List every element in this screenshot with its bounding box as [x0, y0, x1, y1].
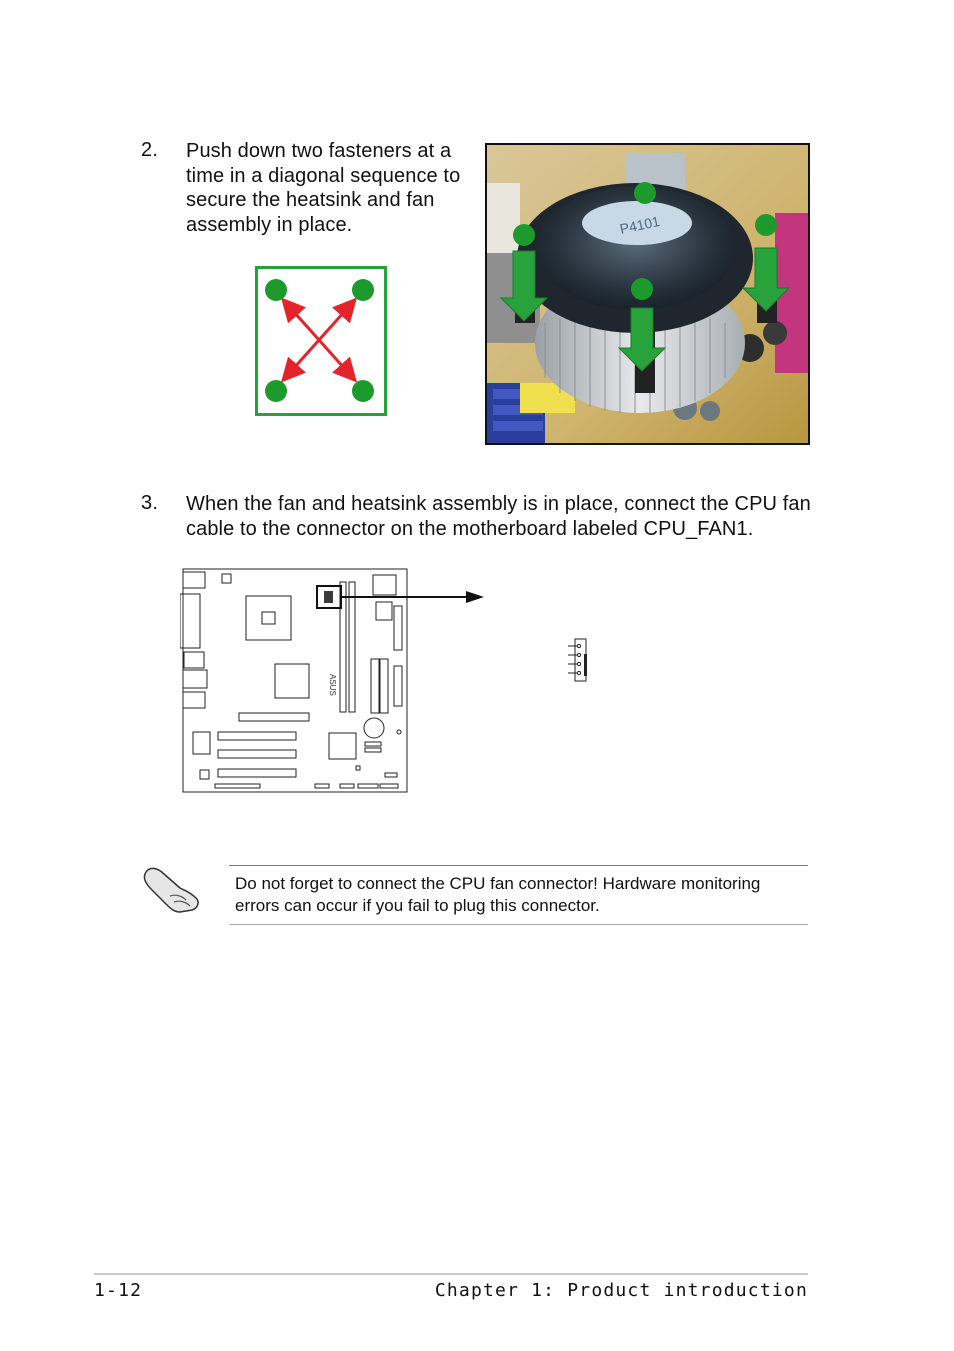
note-text: Do not forget to connect the CPU fan connector! Hardware monitoring errors can occur if you fail to plug this connector.: [235, 874, 761, 915]
northbridge-chip: [275, 664, 309, 698]
fastener-dot-top-right: [352, 279, 374, 301]
hand-note-icon: [140, 860, 204, 916]
page-number: 1-12: [94, 1280, 143, 1301]
fastener-dot-top-left: [265, 279, 287, 301]
motherboard-layout-diagram: [180, 566, 490, 796]
fastener-dot-right: [755, 214, 777, 236]
note-top-rule: [229, 865, 808, 866]
step-2-number: 2.: [141, 139, 159, 161]
step-2-text: Push down two fasteners at a time in a diagonal sequence to secure the heatsink and fan assembly in place.: [186, 140, 461, 236]
note-bottom-rule: [229, 924, 808, 925]
southbridge-chip: [329, 733, 356, 759]
fastener-dot-top: [634, 182, 656, 204]
dimm-slot-2: [349, 582, 355, 712]
cpu-socket: [246, 596, 291, 640]
fastener-dot-center: [631, 278, 653, 300]
connector-pointer-arrowhead: [466, 591, 484, 603]
board-brand-label: ASUS: [328, 674, 337, 696]
fastener-dot-left: [513, 224, 535, 246]
step-3-text: When the fan and heatsink assembly is in place, connect the CPU fan cable to the connector on the motherboard labeled CPU_FAN1.: [186, 493, 811, 540]
diagonal-sequence-diagram: [255, 266, 387, 416]
heatsink-install-photo: [485, 143, 810, 445]
fastener-dot-bottom-left: [265, 380, 287, 402]
fan-label: P4101: [618, 212, 662, 237]
cpu-fan-connector-detail: [566, 636, 590, 684]
fastener-dot-bottom-right: [352, 380, 374, 402]
board-outline: [183, 569, 407, 792]
footer-rule: [94, 1273, 808, 1275]
step-3-number: 3.: [141, 492, 159, 514]
chapter-title: Chapter 1: Product introduction: [434, 1280, 808, 1301]
